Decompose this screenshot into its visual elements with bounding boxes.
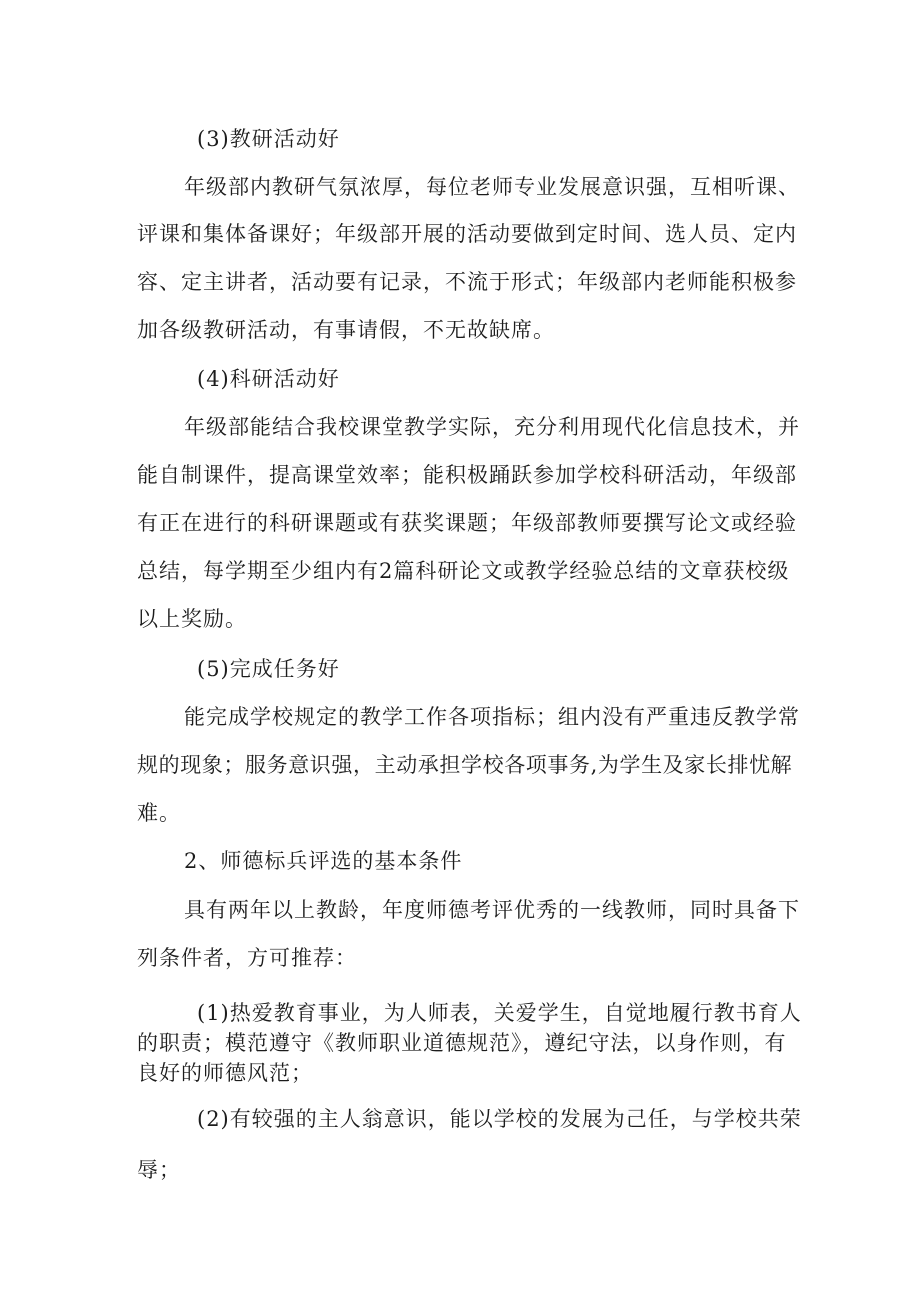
paragraph-line: 容、定主讲者，活动要有记录，不流于形式；年级部内老师能积极参 bbox=[137, 270, 797, 294]
paragraph-line: 年级部能结合我校课堂教学实际，充分利用现代化信息技术，并 bbox=[184, 415, 800, 439]
paragraph-line: 规的现象；服务意识强，主动承担学校各项事务,为学生及家长排忧解 bbox=[137, 753, 793, 777]
heading-task-completion: (5)完成任务好 bbox=[197, 657, 340, 681]
paragraph-line: 加各级教研活动，有事请假，不无故缺席。 bbox=[137, 318, 555, 342]
paragraph-line: 年级部内教研气氛浓厚，每位老师专业发展意识强，互相听课、 bbox=[184, 175, 800, 199]
paragraph-line: 评课和集体备课好；年级部开展的活动要做到定时间、选人员、定内 bbox=[137, 222, 797, 246]
heading-scientific-research: (4)科研活动好 bbox=[197, 367, 340, 391]
paragraph-line: 具有两年以上教龄，年度师德考评优秀的一线教师，同时具备下 bbox=[184, 898, 800, 922]
list-item-line: 辱； bbox=[137, 1158, 181, 1182]
list-item-line: 的职责；模范遵守《教师职业道德规范》，遵纪守法，以身作则，有 bbox=[137, 1031, 787, 1055]
paragraph-line: 列条件者，方可推荐： bbox=[137, 946, 357, 970]
section-heading-ethics-model: 2、师德标兵评选的基本条件 bbox=[184, 849, 463, 873]
paragraph-line: 难。 bbox=[137, 801, 181, 825]
heading-teaching-research: (3)教研活动好 bbox=[197, 127, 340, 151]
list-item-line: (2)有较强的主人翁意识，能以学校的发展为己任，与学校共荣 bbox=[197, 1107, 802, 1131]
paragraph-line: 能完成学校规定的教学工作各项指标；组内没有严重违反教学常 bbox=[184, 705, 800, 729]
list-item-line: (1)热爱教育事业，为人师表，关爱学生，自觉地履行教书育人 bbox=[197, 1001, 802, 1025]
list-item-line: 良好的师德风范； bbox=[137, 1061, 313, 1085]
paragraph-line: 有正在进行的科研课题或有获奖课题；年级部教师要撰写论文或经验 bbox=[137, 511, 797, 535]
paragraph-line: 总结，每学期至少组内有2篇科研论文或教学经验总结的文章获校级 bbox=[137, 559, 790, 583]
paragraph-line: 以上奖励。 bbox=[137, 607, 247, 631]
paragraph-line: 能自制课件，提高课堂效率；能积极踊跃参加学校科研活动，年级部 bbox=[137, 463, 797, 487]
